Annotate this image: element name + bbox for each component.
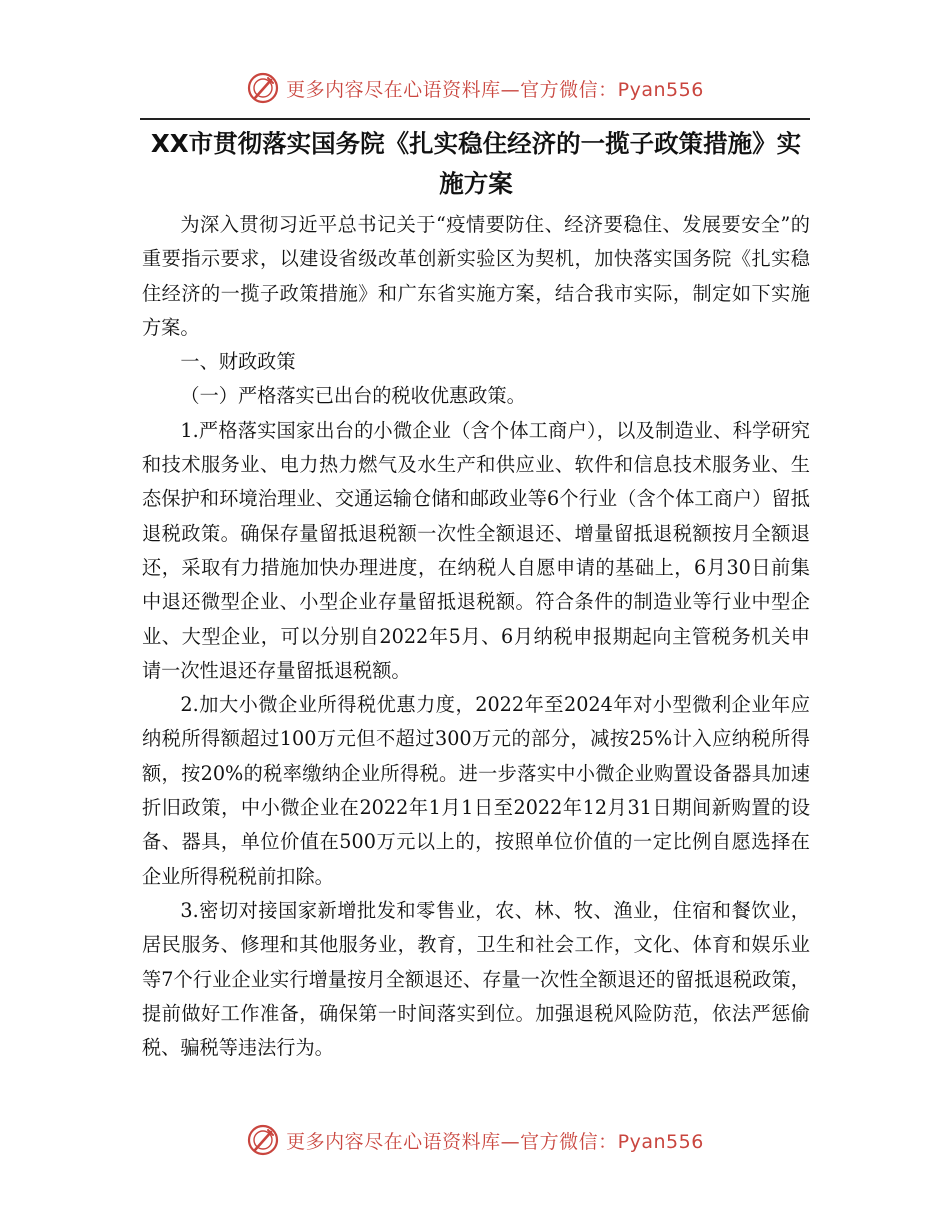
- item-paragraph-1: 1.严格落实国家出台的小微企业（含个体工商户），以及制造业、科学研究和技术服务业、电力热力燃气及水生产和供应业、软件和信息技术服务业、生态保护和环境治理业、交通运输仓储和邮政业等6个行业（含个体工商户）留抵退税政策。确保存量留抵退税额一次性全额退还、增量留抵退税额按月全额退还，采取有力措施加快办理进度，在纳税人自愿申请的基础上，6月30日前集中退还微型企业、小型企业存量留抵退税额。符合条件的制造业等行业中型企业、大型企业，可以分别自2022年5月、6月纳税申报期起向主管税务机关申请一次性退还存量留抵退税额。: [142, 418, 810, 682]
- watermark-banner-top: [0, 68, 950, 108]
- stamp-seal-icon: [246, 1123, 280, 1157]
- document-title: XX市贯彻落实国务院《扎实稳住经济的一揽子政策措施》实施方案: [150, 129, 802, 198]
- subsection-heading: （一）严格落实已出台的税收优惠政策。: [180, 384, 526, 408]
- document-content: [142, 208, 810, 1065]
- item-paragraph-3: 3.密切对接国家新增批发和零售业，农、林、牧、渔业，住宿和餐饮业，居民服务、修理和其他服务业，教育，卫生和社会工作，文化、体育和娱乐业等7个行业企业实行增量按月全额退还、存量一次性全额退还的留抵退税政策，提前做好工作准备，确保第一时间落实到位。加强退税风险防范，依法严惩偷税、骗税等违法行为。: [142, 898, 810, 1060]
- watermark-text: 更多内容尽在心语资料库—官方微信：Pyan556: [286, 1130, 704, 1153]
- watermark-banner-bottom: [0, 1120, 950, 1160]
- intro-paragraph: 为深入贯彻习近平总书记关于“疫情要防住、经济要稳住、发展要安全”的重要指示要求，以建设省级改革创新实验区为契机，加快落实国务院《扎实稳住经济的一揽子政策措施》和广东省实施方案，结合我市实际，制定如下实施方案。: [142, 213, 810, 339]
- section-heading: 一、财政政策: [180, 350, 296, 374]
- title-divider: [140, 118, 810, 120]
- stamp-seal-icon: [246, 71, 280, 105]
- item-paragraph-2: 2.加大小微企业所得税优惠力度，2022年至2024年对小型微利企业年应纳税所得额超过100万元但不超过300万元的部分，减按25%计入应纳税所得额，按20%的税率缴纳企业所得税。进一步落实中小微企业购置设备器具加速折旧政策，中小微企业在2022年1月1日至2022年12月31日期间新购置的设备、器具，单位价值在500万元以上的，按照单位价值的一定比例自愿选择在企业所得税税前扣除。: [142, 693, 810, 888]
- document-body: [142, 124, 810, 1065]
- watermark-text: 更多内容尽在心语资料库—官方微信：Pyan556: [286, 78, 704, 101]
